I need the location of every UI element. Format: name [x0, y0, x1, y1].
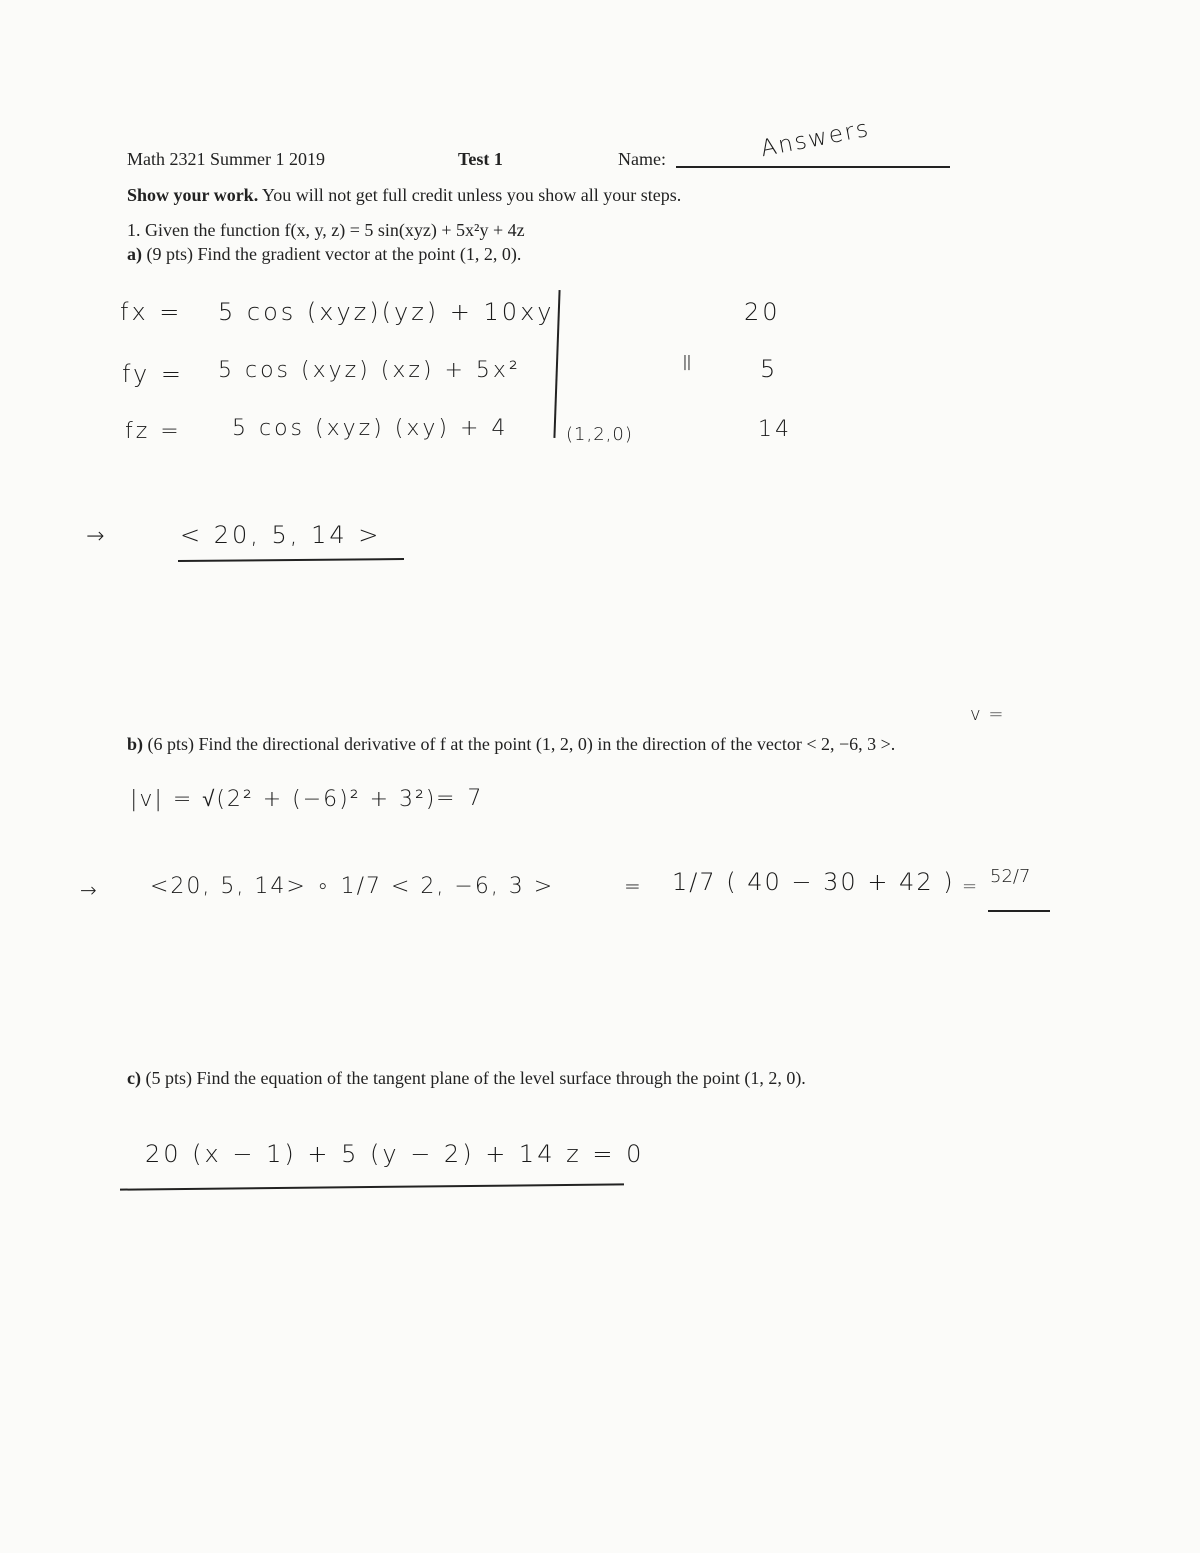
vector-label: v =: [970, 704, 1005, 725]
instructions-rest: You will not get full credit unless you show all your steps.: [262, 185, 682, 205]
grad-value-z: 14: [758, 417, 792, 442]
eval-equals: =: [673, 352, 702, 376]
fy-rhs: 5 cos (xyz) (xz) + 5x²: [218, 358, 521, 383]
fz-rhs: 5 cos (xyz) (xy) + 4: [232, 416, 509, 441]
directional-derivative-answer: 52/7: [990, 866, 1031, 887]
course-title: Math 2321 Summer 1 2019: [127, 149, 325, 169]
q1c-label: c): [127, 1068, 141, 1088]
fx-lhs: fx =: [120, 298, 183, 326]
q1-intro: 1. Given the function f(x, y, z) = 5 sin(xyz) + 5x²y + 4z: [127, 220, 525, 240]
tangent-plane-answer: 20 (x − 1) + 5 (y − 2) + 14 z = 0: [145, 1140, 645, 1168]
answer-arrow-a: →: [86, 524, 108, 549]
q1b-label: b): [127, 734, 144, 754]
answer-arrow-b: →: [80, 878, 100, 902]
gradient-answer: < 20, 5, 14 >: [180, 521, 382, 549]
q1c-prompt: [127, 1068, 806, 1089]
instructions: [127, 185, 681, 206]
dot-equals: =: [624, 874, 644, 898]
name-value: Answers: [758, 115, 873, 163]
fx-rhs: 5 cos (xyz)(yz) + 10xy: [218, 298, 555, 326]
q1a-text: (9 pts) Find the gradient vector at the point (1, 2, 0).: [146, 244, 522, 264]
vector-norm: |v| = √(2² + (−6)² + 3²): [130, 787, 437, 812]
dot-product: <20, 5, 14> ∘ 1/7 < 2, −6, 3 >: [150, 874, 555, 899]
name-underline: [676, 166, 950, 168]
instructions-bold: Show your work.: [127, 185, 259, 205]
result-equals: =: [962, 876, 981, 897]
name-label: Name:: [618, 149, 666, 169]
directional-answer-underline: [988, 910, 1050, 912]
vector-norm-value: = 7: [436, 786, 485, 811]
eval-point: (1,2,0): [566, 424, 633, 445]
dot-expansion: 1/7 ( 40 − 30 + 42 ): [672, 868, 955, 896]
q1b-prompt: [127, 734, 895, 755]
q1a-prompt: [127, 244, 521, 265]
q1a-label: a): [127, 244, 142, 264]
gradient-answer-underline: [178, 558, 404, 562]
tangent-plane-underline: [120, 1183, 624, 1190]
fy-lhs: fy =: [122, 360, 184, 388]
grad-value-x: 20: [744, 298, 781, 326]
test-title: Test 1: [458, 149, 503, 169]
fz-lhs: fz =: [125, 419, 182, 444]
grad-value-y: 5: [760, 355, 779, 383]
q1b-text: (6 pts) Find the directional derivative of f at the point (1, 2, 0) in the direction of the vector < 2, −6, 3 >.: [147, 734, 896, 754]
q1c-text: (5 pts) Find the equation of the tangent plane of the level surface through the point (1, 2, 0).: [145, 1068, 806, 1088]
